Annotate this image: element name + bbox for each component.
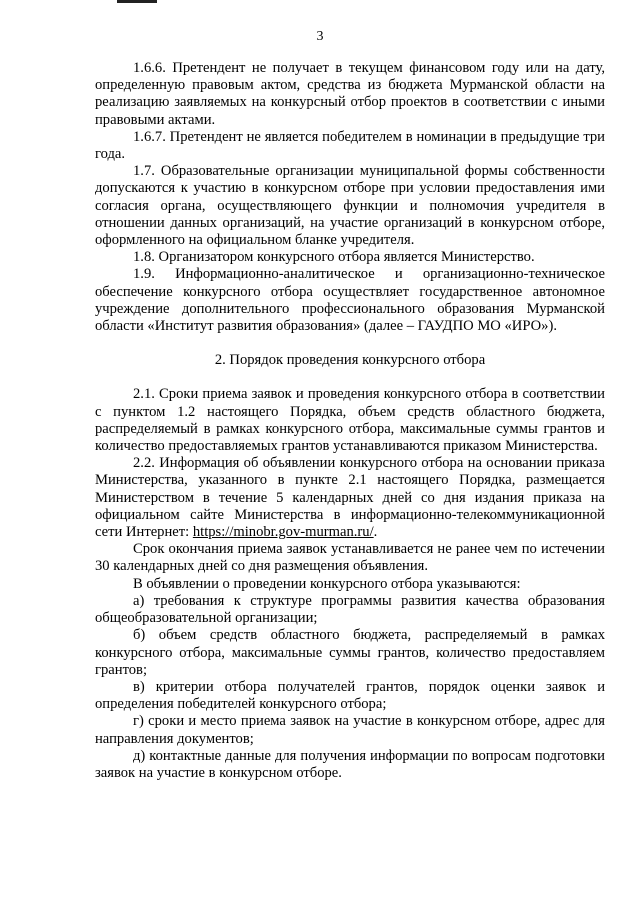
list-item-v: в) критерии отбора получателей грантов, порядок оценки заявок и определения победителей конкурсного отбора; (95, 678, 605, 713)
section-2-heading: 2. Порядок проведения конкурсного отбора (214, 352, 486, 369)
paragraph-1-8: 1.8. Организатором конкурсного отбора является Министерство. (133, 249, 535, 266)
page-number: 3 (316, 29, 324, 44)
paragraph-announcement-intro: В объявлении о проведении конкурсного отбора указываются: (133, 575, 521, 592)
paragraph-1-7: 1.7. Образовательные организации муниципальной формы собственности допускаются к участию в конкурсном отборе при условии предоставления ими согласия органа, осуществляющего функции и полномочия учредителя в отношении данных организаций, на участие организаций в конкурсном отборе, оформленного на официальном бланке учредителя. (95, 163, 605, 249)
paragraph-1-6-6: 1.6.6. Претендент не получает в текущем финансовом году или на дату, определенную правовым актом, средства из бюджета Мурманской области на реализацию заявляемых на конкурсный отбор проектов в соответствии с иными правовыми актами. (95, 60, 605, 128)
paragraph-1-9: 1.9. Информационно-аналитическое и организационно-техническое обеспечение конкурсного отбора осуществляет государственное автономное учреждение дополнительного профессионального образования Мурманской области «Институт развития образования» (далее – ГАУДПО МО «ИРО»). (95, 266, 605, 335)
list-item-d: д) контактные данные для получения информации по вопросам подготовки заявок на участие в конкурсном отборе. (95, 747, 605, 781)
paragraph-2-2-text: 2.2. Информация об объявлении конкурсного отбора на основании приказа Министерства, указанного в пункте 2.1 настоящего Порядка, размещается Министерством в течение 5 календарных дней со дня издания приказа на официальном сайте Министерства в информационно-телекоммуникационной сети Интернет: (95, 455, 605, 541)
list-item-a: а) требования к структуре программы развития качества образования общеобразовательной организации; (95, 592, 605, 627)
paragraph-deadline: Срок окончания приема заявок устанавливается не ранее чем по истечении 30 календарных дней со дня размещения объявления. (95, 541, 605, 575)
document-body (95, 60, 605, 782)
list-item-b: б) объем средств областного бюджета, распределяемый в рамках конкурсного отбора, максимальные суммы грантов, количество предоставляем грантов; (95, 627, 605, 678)
paragraph-2-2 (95, 455, 605, 541)
paragraph-2-2-end: . (373, 524, 378, 541)
paragraph-2-1: 2.1. Сроки приема заявок и проведения конкурсного отбора в соответствии с пунктом 1.2 настоящего Порядка, объем средств областного бюджета, распределяемый в рамках конкурсного отбора, максимальные суммы грантов и количество предоставляемых грантов устанавливаются приказом Министерства. (95, 386, 605, 455)
list-item-g: г) сроки и место приема заявок на участие в конкурсном отборе, адрес для направления документов; (95, 713, 605, 747)
top-scan-mark (117, 0, 157, 3)
ministry-website-link[interactable]: https://minobr.gov-murman.ru/ (192, 524, 374, 541)
paragraph-1-6-7: 1.6.7. Претендент не является победителем в номинации в предыдущие три года. (95, 128, 605, 163)
